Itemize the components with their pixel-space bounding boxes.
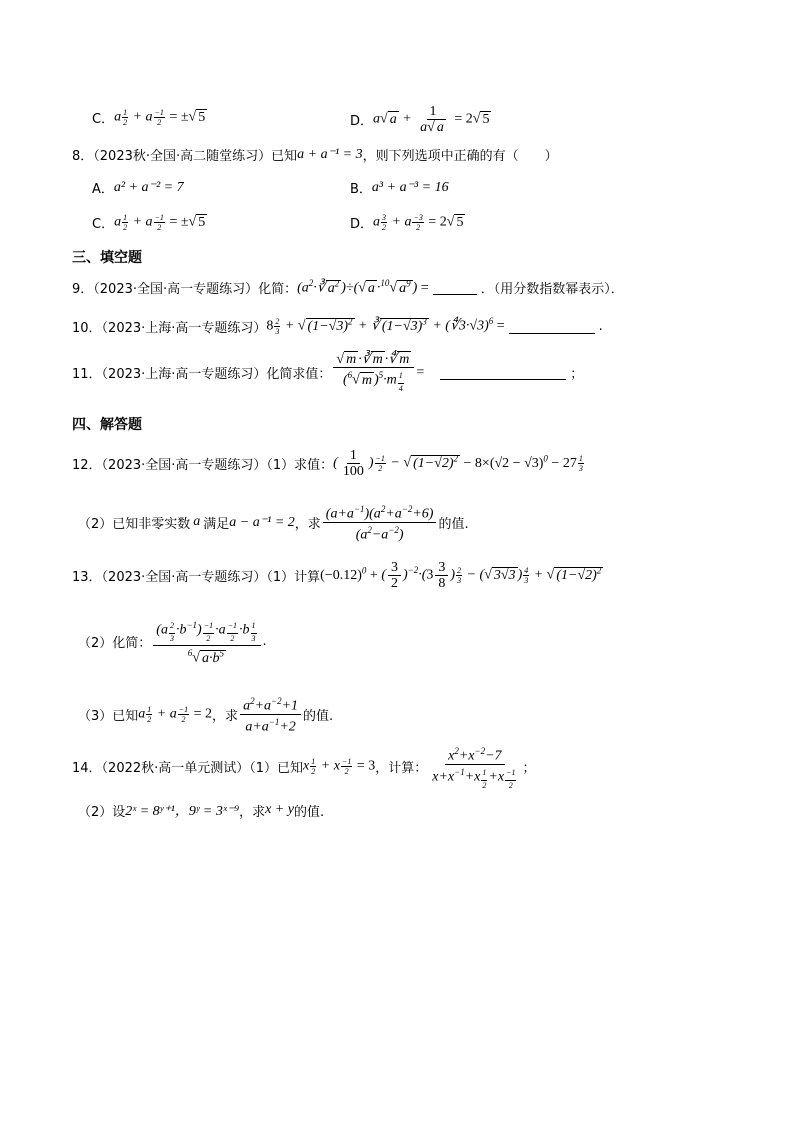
q8-option-c (92, 213, 207, 232)
q13-part3-prefix: （3）已知 (78, 708, 139, 724)
math-expr: a $\frac{1}{2}$ + a $\frac{-1}{2}$ = ±√ 5 (114, 213, 206, 232)
q14-part2 (78, 800, 324, 820)
q13-part2-prefix: （2）化简： (78, 636, 152, 652)
option-label: D． (350, 114, 374, 129)
q12-part2-prefix: （2）已知非零实数 (78, 516, 191, 532)
math-expr: a − a⁻¹ = 2 (229, 514, 295, 530)
math-expr: ( $\frac{1}{100}$ ) $\frac{-1}{2}$ − √ $(1-√2)^2 - 8\times(√2 - √3)^0 - 27$ $\frac{1}{3}$ (333, 448, 583, 479)
q12-part2: （2）已知非零实数 a 满足 a − a⁻¹ = 2 ，求 $(a+a^{-1})(a^2+a^{-2}+6)$ $(a^2-a^{-2})$ 的值. (78, 504, 469, 543)
q14-part1: 14．（2022秋·高一单元测试）（1）已知 x $\frac{1}{2}$ + x $\frac{-1}{2}$ = 3 ，计算： $x^2+x^{-2}-7$ $x+x^{-1}+x$ $\frac{1}{2}$ +x $\frac{-1}{2}$ ； (72, 746, 536, 790)
answer-blank[interactable] (509, 319, 595, 334)
q9-suffix: ．（用分数指数幂表示）． (480, 282, 624, 297)
section-heading: 四、解答题 (72, 417, 142, 433)
math-expr: a² + a⁻² = 7 (113, 180, 184, 195)
q8-option-b (350, 178, 449, 197)
q13-part1 (72, 560, 603, 591)
answer-blank[interactable] (433, 280, 477, 295)
q8-stem (72, 145, 558, 164)
q8-option-d (350, 213, 465, 232)
q13-part2: （2）化简： (a $\frac{2}{3}$ $\cdot b^{-1}$) $\frac{-1}{2}$ ·a $\frac{-1}{2}$ ·b $\frac{1}{3}$ $^6$√ $a\cdot b^5$ . (78, 620, 267, 666)
answer-blank[interactable] (440, 365, 566, 380)
math-expr: a³ + a⁻³ = 16 (371, 180, 449, 195)
math-expr: 8 $\frac{2}{3}$ + √ $(1-√3)^2$ + ∛ $(1-√3)^3$ + (∜3·√3)$^6$ = (266, 316, 505, 336)
math-expr: a√ a + $\frac{1}{a√ a}$ = 2√ 5 (373, 104, 490, 135)
q8-prefix: 8．（2023秋·全国·高二随堂练习）已知 (72, 149, 298, 164)
q12-part1 (72, 448, 585, 479)
q13-prefix: 13．（2023·全国·高一专题练习）（1）计算 (72, 570, 321, 585)
math-expr: a $\frac{3}{2}$ + a $\frac{-3}{2}$ = 2√ 5 (373, 213, 464, 232)
math-expr: 2ˣ = 8ʸ⁺¹，9ʸ = 3ˣ⁻⁹ (125, 804, 240, 819)
option-label: B． (350, 182, 372, 197)
q14-prefix: 14．（2022秋·高一单元测试）（1）已知 (72, 761, 304, 777)
math-fraction: $a^2+a^{-2}+1$ $a+a^{-1}+2$ (240, 694, 301, 734)
q11-suffix: ； (570, 367, 584, 382)
option-label: C． (92, 112, 115, 127)
q9 (72, 278, 624, 297)
math-expr: x $\frac{1}{2}$ + x $\frac{-1}{2}$ = 3 (303, 757, 376, 777)
option-label: D． (350, 217, 374, 232)
math-expr: a $\frac{1}{2}$ + a $\frac{-1}{2}$ = 2 (138, 704, 213, 724)
section-heading: 三、填空题 (72, 250, 142, 266)
q14-part2-prefix: （2）设 (78, 804, 126, 820)
q10: 10．（2023·上海·高一专题练习） 8 $\frac{2}{3}$ + √ $(1-√3)^2$ + ∛ $(1-√3)^3$ + (∜3·√3)$^6$ = . (72, 316, 603, 336)
q13-part3 (78, 694, 333, 734)
math-fraction: $(a+a^{-1})(a^2+a^{-2}+6)$ $(a^2-a^{-2})$ (323, 502, 437, 542)
q8-condition: a + a⁻¹ = 3 (297, 147, 363, 162)
math-expr: $(-0.12)^0$ + ( $\frac{3}{2}$ )$^{-2}$·(3 $\frac{3}{8}$ ) $\frac{2}{3}$ − (√ 3√3 ) $\frac{4}{3}$ + √ $(1-√2)^2$ (320, 560, 602, 591)
math-fraction: (a $\frac{2}{3}$ $\cdot b^{-1}$) $\frac{-1}{2}$ ·a $\frac{-1}{2}$ ·b $\frac{1}{3}$ $^6$√ $a\cdot b^5$ (153, 618, 260, 666)
q9-prefix: 9．（2023·全国·高一专题练习）化简： (72, 282, 298, 297)
q13-part3-suffix: 的值. (303, 708, 334, 724)
q12-part2-ask: ，求 (294, 516, 321, 532)
math-expr: x + y (265, 802, 294, 817)
q12-part2-mid: 满足 (203, 516, 230, 532)
math-expr: ($a^2\cdot∛$ $a^2$ )÷(√ a ·$^{10}$√ $a^9$ ) = (297, 278, 429, 296)
q13-part3-ask: ，求 (212, 708, 239, 724)
q14-part2-suffix: 的值. (293, 804, 325, 820)
q8-option-a (92, 178, 184, 197)
option-label: C． (92, 217, 115, 232)
q14-part2-ask: ，求 (239, 804, 266, 820)
math-expr: a $\frac{1}{2}$ + a $\frac{-1}{2}$ = ±√ 5 (114, 108, 206, 127)
math-fraction: √ m ·∛ m ·∜ m ($^6$√ m )$^5$·m $\frac{1}{4}$ (333, 352, 414, 393)
math-fraction: $x^2+x^{-2}-7$ $x+x^{-1}+x$ $\frac{1}{2}$ +x $\frac{-1}{2}$ (432, 746, 516, 790)
q7-option-c (92, 108, 207, 127)
q11: 11．（2023·上海·高一专题练习）化简求值： √ m ·∛ m ·∜ m ($^6$√ m )$^5$·m $\frac{1}{4}$ = ； (72, 352, 584, 393)
q12-part2-suffix: 的值. (438, 516, 469, 532)
option-label: A． (92, 182, 114, 197)
q8-suffix: ，则下列选项中正确的有（ ） (362, 149, 558, 164)
q12-prefix: 12．（2023·全国·高一专题练习）（1）求值： (72, 458, 334, 473)
q14-ask: ，计算： (375, 761, 428, 777)
q11-prefix: 11．（2023·上海·高一专题练习）化简求值： (72, 367, 332, 382)
q7-option-d (350, 104, 491, 135)
q10-prefix: 10．（2023·上海·高一专题练习） (72, 320, 267, 336)
